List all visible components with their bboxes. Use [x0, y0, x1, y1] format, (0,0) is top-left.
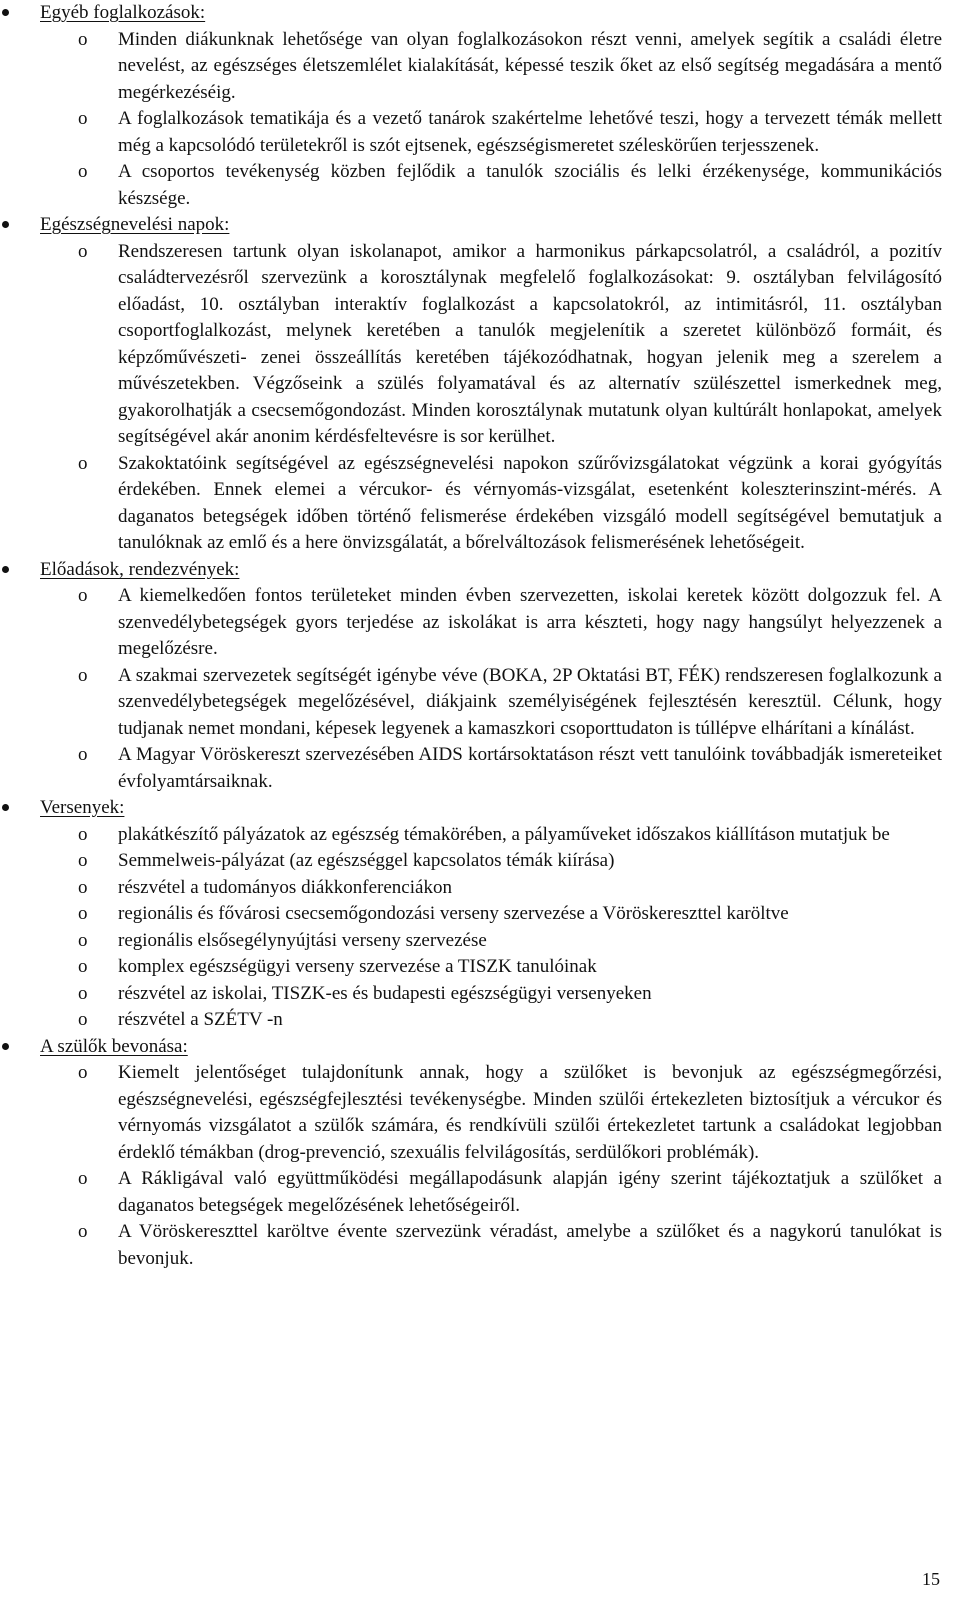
list-marker: o	[78, 1168, 88, 1189]
list-marker: o	[78, 876, 88, 898]
list-item-text: A Vöröskereszttel karöltve évente szervezünk véradást, amelybe a szülőket és a nagykorú tanulókat is bevonjuk.	[118, 1221, 942, 1269]
section	[0, 1034, 960, 1273]
bullet-icon	[2, 9, 9, 16]
bullet-icon	[2, 1043, 9, 1050]
list-item	[40, 239, 942, 451]
section	[0, 795, 960, 1034]
list-marker: o	[78, 1062, 88, 1083]
list-item	[40, 954, 942, 981]
section	[0, 212, 960, 557]
list-item	[40, 901, 942, 928]
section-heading: A szülők bevonása:	[40, 1035, 188, 1057]
list-item	[40, 742, 942, 795]
list-marker: o	[78, 28, 88, 50]
list-item	[40, 1166, 942, 1219]
list-item-text: Minden diákunknak lehetősége van olyan foglalkozásokon részt venni, amelyek segítik a családi életre nevelést, az egészséges életszemlélet kialakítását, képessé teszik őket az első segítség megadására a mentő megérkezéséig.	[118, 28, 942, 103]
list-item	[40, 159, 942, 212]
list-marker: o	[78, 452, 88, 474]
list-item	[40, 822, 942, 849]
list-marker: o	[78, 850, 88, 871]
list-item-text: Rendszeresen tartunk olyan iskolanapot, amikor a harmonikus párkapcsolatról, a családról, a pozitív családtervezésről szervezünk a korosztálynak megfelelő foglalkozásokat: 9. osztályban felvilágosító előadást, 10. osztályban interaktív foglalkozást a kapcsolatokról, az intimitásról, 11. osztályban csoportfoglalkozást, melynek keretében a tanulók megjelenítik a szeretet különböző formáit, és képzőművészeti- zenei összeállítás keretében tájékozódhatnak, hogyan jelenik meg a szerelem a művészetekben. Végzőseink a szülés folyamatával és az alternatív szülészettel ismerkednek meg, gyakorolhatják a csecsemőgondozást. Minden korosztálynak mutatunk olyan kultúrált honlapokat, amelyek segítségével akár anonim kérdésfeltevésre is sor kerülhet.	[118, 240, 942, 447]
list-item-text: A foglalkozások tematikája és a vezető tanárok szakértelme lehetővé teszi, hogy a tervezett témák mellett még a kapcsolódó területekről is szót ejtsenek, egészségismeretet széleskörűen terjesszenek.	[118, 108, 942, 156]
section-heading: Egyéb foglalkozások:	[40, 2, 206, 23]
list-marker: o	[78, 161, 88, 182]
section	[0, 557, 960, 796]
page-number: 15	[922, 1569, 940, 1589]
list-marker: o	[78, 240, 88, 262]
list-item-text: A szakmai szervezetek segítségét igénybe véve (BOKA, 2P Oktatási BT, FÉK) rendszeresen foglalkozunk a szenvedélybetegségek megelőzésével, diákjaink személyiségének fejlesztésén keresztül. Célunk, hogy tudjanak nemet mondani, képesek legyenek a kamaszkori csoporttudaton is túllépve elhárítani a kínálást.	[118, 664, 942, 739]
list-item	[40, 106, 942, 159]
list-marker: o	[78, 823, 88, 845]
bullet-icon	[2, 221, 9, 228]
list-item-text: A Magyar Vöröskereszt szervezésében AIDS kortársoktatáson részt vett tanulóink továbbadják ismereteiket évfolyamtársaiknak.	[118, 744, 942, 792]
list-item-text: részvétel a SZÉTV -n	[118, 1009, 283, 1030]
list-marker: o	[78, 744, 88, 765]
list-item-text: Kiemelt jelentőséget tulajdonítunk annak, hogy a szülőket is bevonjuk az egészségmegőrzési, egészségnevelési, egészségfejlesztési tevékenységbe. Minden szülői értekezleten biztosítjuk a vércukor és vérnyomás vizsgálatot a szülők számára, és rendkívüli szülői értekezletet tartunk a családokat legjobban érdeklő témákban (drog-prevenció, szexuális felvilágosítás, serdülőkori problémák).	[118, 1062, 942, 1163]
list-item	[40, 928, 942, 955]
list-marker: o	[78, 956, 88, 977]
list-marker: o	[78, 664, 88, 686]
list-marker: o	[78, 982, 88, 1004]
list-item	[40, 848, 942, 875]
list-item	[40, 1219, 942, 1272]
section-heading: Versenyek:	[40, 797, 125, 818]
list-item-text: regionális elsősegélynyújtási verseny szervezése	[118, 929, 487, 951]
list-item-text: A csoportos tevékenység közben fejlődik a tanulók szociális és lelki érzékenysége, kommunikációs készsége.	[118, 161, 942, 209]
list-item-text: A kiemelkedően fontos területeket minden évben szervezetten, iskolai keretek között dolgozzuk fel. A szenvedélybetegségek gyors terjedése az iskolákat is arra készteti, hogy nagy hangsúlyt helyezzenek a megelőzésre.	[118, 585, 942, 659]
section-heading: Egészségnevelési napok:	[40, 214, 230, 235]
list-item-text: A Rákligával való együttműködési megállapodásunk alapján igény szerint tájékoztatjuk a szülőket a daganatos betegségek megelőzésének lehetőségeiről.	[118, 1168, 942, 1216]
bullet-icon	[2, 804, 9, 811]
list-item	[40, 27, 942, 107]
bullet-icon	[2, 566, 9, 573]
list-item-text: Semmelweis-pályázat (az egészséggel kapcsolatos témák kiírása)	[118, 850, 615, 871]
list-marker: o	[78, 108, 88, 129]
list-marker: o	[78, 903, 88, 924]
list-item-text: részvétel az iskolai, TISZK-es és budapesti egészségügyi versenyeken	[118, 982, 652, 1004]
list-item	[40, 981, 942, 1008]
list-marker: o	[78, 1221, 88, 1242]
list-item-text: Szakoktatóink segítségével az egészségnevelési napokon szűrővizsgálatokat végzünk a korai gyógyítás érdekében. Ennek elemei a vércukor- és vérnyomás-vizsgálat, esetenként koleszterinszint-mérés. A daganatos betegségek időben történő felismerése érdekében vizsgáló modell segítségével bemutatjuk a tanulóknak az emlő és a here önvizsgálatát, a bőrelváltozások felismerésének lehetőségeit.	[118, 452, 942, 553]
section	[0, 0, 960, 212]
list-item-text: regionális és fővárosi csecsemőgondozási verseny szervezése a Vöröskereszttel karöltve	[118, 903, 789, 924]
list-item-text: komplex egészségügyi verseny szervezése a TISZK tanulóinak	[118, 956, 597, 977]
list-marker: o	[78, 929, 88, 951]
list-marker: o	[78, 585, 88, 606]
list-item	[40, 663, 942, 743]
list-item	[40, 1007, 942, 1034]
list-marker: o	[78, 1009, 88, 1030]
section-heading: Előadások, rendezvények:	[40, 558, 240, 580]
list-item	[40, 451, 942, 557]
list-item	[40, 875, 942, 902]
list-item-text: részvétel a tudományos diákkonferenciákon	[118, 876, 452, 898]
list-item	[40, 1060, 942, 1166]
list-item	[40, 583, 942, 663]
list-item-text: plakátkészítő pályázatok az egészség témakörében, a pályaműveket időszakos kiállításon mutatjuk be	[118, 823, 890, 845]
